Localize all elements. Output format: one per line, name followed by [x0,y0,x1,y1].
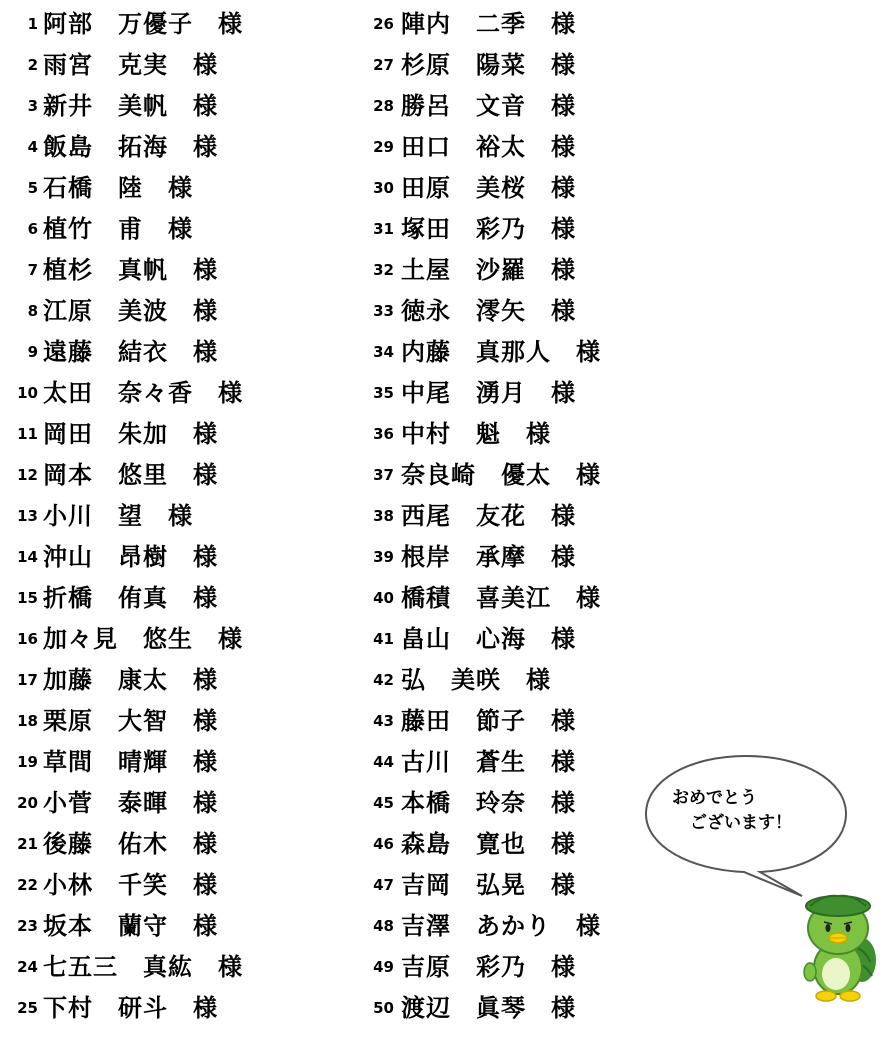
entry-number: 27 [373,56,394,74]
entry-number: 21 [17,835,38,853]
entry-number: 8 [27,302,38,320]
list-item [0,127,340,168]
entry-name: 折橋 侑真 様 [43,584,218,612]
entry-number: 7 [27,261,38,279]
entry-number: 16 [17,630,38,648]
list-item [0,742,340,783]
entry-number: 5 [27,179,38,197]
entry-number: 23 [17,917,38,935]
list-item [360,168,700,209]
entry-number: 29 [373,138,394,156]
entry-number: 47 [373,876,394,894]
entry-number: 33 [373,302,394,320]
entry-name: 加藤 康太 様 [43,666,218,694]
bubble-message [672,786,842,836]
entry-name: 中尾 湧月 様 [401,379,576,407]
entry-number: 40 [373,589,394,607]
entry-name: 弘 美咲 様 [401,666,551,694]
entry-number: 14 [17,548,38,566]
entry-number: 25 [17,999,38,1017]
entry-number: 9 [27,343,38,361]
list-item [360,45,700,86]
entry-number: 39 [373,548,394,566]
list-item [360,332,700,373]
entry-number: 11 [17,425,38,443]
entry-number: 15 [17,589,38,607]
list-item [360,496,700,537]
list-item [360,537,700,578]
entry-name: 陣内 二季 様 [401,10,576,38]
entry-number: 41 [373,630,394,648]
entry-name: 坂本 蘭守 様 [43,912,218,940]
entry-name: 小菅 泰暉 様 [43,789,218,817]
list-item [360,250,700,291]
entry-number: 45 [373,794,394,812]
green-kappa-mascot-icon [796,890,880,1002]
entry-number: 43 [373,712,394,730]
list-item [360,4,700,45]
list-item [360,127,700,168]
list-item [0,824,340,865]
list-item [0,660,340,701]
entry-name: 小林 千笑 様 [43,871,218,899]
entry-name: 雨宮 克実 様 [43,51,218,79]
list-item [0,701,340,742]
list-item [0,906,340,947]
entry-name: 太田 奈々香 様 [43,379,243,407]
list-item [360,947,700,988]
entry-name: 田原 美桜 様 [401,174,576,202]
list-item [360,906,700,947]
entry-number: 26 [373,15,394,33]
list-item [0,45,340,86]
entry-number: 22 [17,876,38,894]
entry-name: 塚田 彩乃 様 [401,215,576,243]
entry-number: 36 [373,425,394,443]
entry-number: 3 [27,97,38,115]
entry-name: 草間 晴輝 様 [43,748,218,776]
list-item [0,291,340,332]
entry-number: 35 [373,384,394,402]
entry-name: 渡辺 眞琴 様 [401,994,576,1022]
entry-name: 下村 研斗 様 [43,994,218,1022]
entry-number: 17 [17,671,38,689]
entry-name: 岡田 朱加 様 [43,420,218,448]
entry-name: 森島 寛也 様 [401,830,576,858]
entry-name: 新井 美帆 様 [43,92,218,120]
entry-number: 19 [17,753,38,771]
entry-name: 本橋 玲奈 様 [401,789,576,817]
list-item [360,455,700,496]
list-item [360,373,700,414]
list-item [360,209,700,250]
entry-name: 小川 望 様 [43,502,193,530]
list-item [360,988,700,1029]
entry-name: 根岸 承摩 様 [401,543,576,571]
list-item [0,578,340,619]
list-item [0,496,340,537]
entry-name: 内藤 真那人 様 [401,338,601,366]
entry-number: 2 [27,56,38,74]
bubble-line-1: おめでとう [672,788,757,808]
list-item [0,947,340,988]
entry-number: 50 [373,999,394,1017]
entry-number: 18 [17,712,38,730]
entry-name: 遠藤 結衣 様 [43,338,218,366]
entry-number: 12 [17,466,38,484]
entry-number: 4 [27,138,38,156]
list-item [360,578,700,619]
entry-number: 44 [373,753,394,771]
entry-number: 28 [373,97,394,115]
entry-name: 石橋 陸 様 [43,174,193,202]
list-item [0,4,340,45]
list-item [360,660,700,701]
list-item [0,988,340,1029]
entry-number: 30 [373,179,394,197]
entry-number: 6 [27,220,38,238]
entry-name: 古川 蒼生 様 [401,748,576,776]
entry-name: 勝呂 文音 様 [401,92,576,120]
entry-name: 栗原 大智 様 [43,707,218,735]
entry-name: 飯島 拓海 様 [43,133,218,161]
entry-number: 13 [17,507,38,525]
entry-name: 江原 美波 様 [43,297,218,325]
entry-number: 38 [373,507,394,525]
list-item [360,701,700,742]
entry-name: 杉原 陽菜 様 [401,51,576,79]
entry-number: 1 [27,15,38,33]
list-item [0,86,340,127]
list-item [0,455,340,496]
list-item [360,86,700,127]
entry-name: 植竹 甫 様 [43,215,193,243]
entry-name: 七五三 真紘 様 [43,953,243,981]
entry-name: 岡本 悠里 様 [43,461,218,489]
list-item [0,619,340,660]
entry-number: 10 [17,384,38,402]
list-item [0,250,340,291]
entry-name: 植杉 真帆 様 [43,256,218,284]
entry-number: 42 [373,671,394,689]
entry-name: 吉岡 弘晃 様 [401,871,576,899]
entry-name: 田口 裕太 様 [401,133,576,161]
entry-name: 藤田 節子 様 [401,707,576,735]
list-item [360,291,700,332]
bubble-line-2: ございます！ [690,813,792,833]
entry-name: 土屋 沙羅 様 [401,256,576,284]
entry-number: 49 [373,958,394,976]
list-item [0,168,340,209]
list-item [0,537,340,578]
entry-name: 中村 魁 様 [401,420,551,448]
list-item [0,332,340,373]
entry-number: 46 [373,835,394,853]
list-item [0,865,340,906]
entry-number: 48 [373,917,394,935]
entry-number: 20 [17,794,38,812]
entry-name: 徳永 澪矢 様 [401,297,576,325]
list-item [0,414,340,455]
list-item [0,373,340,414]
list-item [360,414,700,455]
entry-number: 37 [373,466,394,484]
entry-name: 畠山 心海 様 [401,625,576,653]
entry-name: 沖山 昂樹 様 [43,543,218,571]
entry-name: 奈良崎 優太 様 [401,461,601,489]
list-item [0,783,340,824]
entry-name: 西尾 友花 様 [401,502,576,530]
entry-number: 31 [373,220,394,238]
left-name-column [0,4,340,1029]
entry-name: 阿部 万優子 様 [43,10,243,38]
entry-name: 吉澤 あかり 様 [401,912,601,940]
list-item [0,209,340,250]
entry-number: 24 [17,958,38,976]
entry-number: 34 [373,343,394,361]
entry-number: 32 [373,261,394,279]
entry-name: 橋積 喜美江 様 [401,584,601,612]
list-item [360,619,700,660]
entry-name: 後藤 佑木 様 [43,830,218,858]
entry-name: 吉原 彩乃 様 [401,953,576,981]
entry-name: 加々見 悠生 様 [43,625,243,653]
